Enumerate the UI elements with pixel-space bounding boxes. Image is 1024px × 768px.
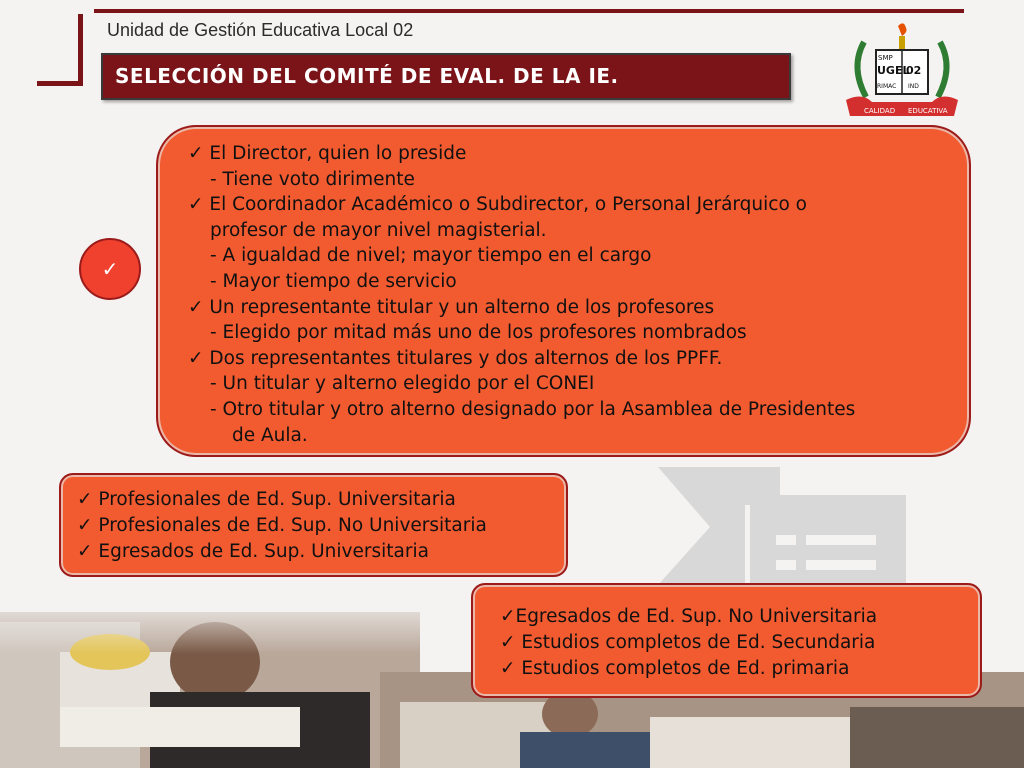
logo-text-rimac: RIMAC — [877, 83, 897, 90]
list-item: ✓ Un representante titular y un alterno de los profesores — [188, 296, 715, 318]
list-item: ✓Egresados de Ed. Sup. No Universitaria — [500, 606, 878, 627]
list-item: ✓ El Coordinador Académico o Subdirector, o Personal Jerárquico o — [188, 194, 807, 216]
logo-text-ind: IND — [908, 83, 919, 90]
org-name: Unidad de Gestión Educativa Local 02 — [107, 20, 414, 40]
qualifications-panel-2 — [471, 583, 982, 698]
page-title: SELECCIÓN DEL COMITÉ DE EVAL. DE LA IE. — [101, 53, 791, 100]
qualifications-panel-1 — [59, 473, 568, 577]
corner-bracket-horizontal — [37, 81, 83, 86]
logo-text-ugel: UGEL — [877, 64, 910, 77]
list-item: ✓ Estudios completos de Ed. primaria — [500, 658, 850, 679]
check-badge-icon: ✓ — [79, 238, 141, 300]
list-item: - Otro titular y otro alterno designado por la Asamblea de Presidentes — [210, 398, 856, 420]
decorative-document-icon — [650, 465, 910, 585]
committee-members-panel — [156, 125, 971, 457]
list-item: de Aula. — [232, 424, 308, 446]
list-item: - Mayor tiempo de servicio — [210, 270, 457, 292]
logo-ribbon-left: CALIDAD — [864, 107, 896, 115]
list-item: ✓ Profesionales de Ed. Sup. Universitaria — [77, 489, 456, 510]
list-item: - Tiene voto dirimente — [210, 168, 415, 190]
corner-bracket-vertical — [78, 14, 83, 86]
list-item: - Un titular y alterno elegido por el CONEI — [210, 373, 595, 395]
list-item: ✓ Dos representantes titulares y dos alternos de los PPFF. — [188, 347, 723, 369]
top-rule — [94, 9, 964, 13]
logo-ribbon-right: EDUCATIVA — [908, 107, 948, 115]
list-item: ✓ Profesionales de Ed. Sup. No Universitaria — [77, 515, 487, 536]
list-item: ✓ Egresados de Ed. Sup. Universitaria — [77, 541, 429, 562]
list-item: - A igualdad de nivel; mayor tiempo en el cargo — [210, 245, 652, 267]
list-item: ✓ Estudios completos de Ed. Secundaria — [500, 632, 876, 653]
logo-text-02: 02 — [906, 64, 922, 77]
ugel-logo — [842, 22, 962, 120]
list-item: - Elegido por mitad más uno de los profesores nombrados — [210, 322, 747, 344]
list-item: profesor de mayor nivel magisterial. — [210, 219, 547, 241]
list-item: ✓ El Director, quien lo preside — [188, 143, 467, 164]
logo-text-smp: SMP — [878, 54, 893, 62]
